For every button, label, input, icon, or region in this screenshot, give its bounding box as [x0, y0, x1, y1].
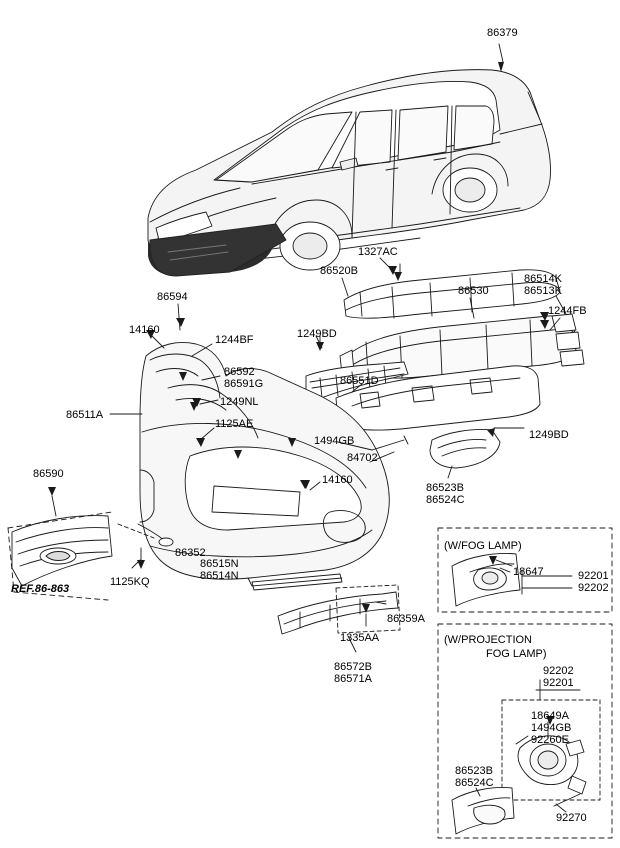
callout-86523B-lower: 86523B [455, 765, 493, 777]
callout-86590: 86590 [33, 468, 64, 480]
callout-1244BF: 1244BF [215, 334, 254, 346]
callout-1335AA: 1335AA [340, 632, 380, 644]
part-86572B [278, 585, 400, 634]
callout-92202-fog: 92202 [578, 582, 609, 594]
callout-86551D: 86551D [340, 375, 379, 387]
inset-caption-fog-lamp: (W/FOG LAMP) [444, 540, 522, 552]
callout-86572B: 86572B [334, 661, 372, 673]
callout-86523B-upper: 86523B [426, 482, 464, 494]
callout-86524C-upper: 86524C [426, 494, 465, 506]
inset-caption-projection-line1: (W/PROJECTION [444, 634, 532, 646]
callout-1125KQ: 1125KQ [110, 576, 150, 588]
callout-1244FB: 1244FB [548, 305, 587, 317]
callout-86352: 86352 [175, 547, 206, 559]
callout-86515N: 86515N [200, 558, 239, 570]
callout-14160-left: 14160 [129, 324, 160, 336]
callout-1249BD-right: 1249BD [529, 429, 569, 441]
part-86523B-upper [430, 428, 524, 468]
callout-86594: 86594 [157, 291, 188, 303]
callout-86359A: 86359A [387, 613, 425, 625]
callout-1494GB-proj: 1494GB [531, 722, 572, 734]
callout-92202-proj: 92202 [543, 665, 574, 677]
callout-86514N: 86514N [200, 570, 239, 582]
callout-1125AE: 1125AE [215, 418, 254, 430]
callout-86379: 86379 [487, 27, 518, 39]
callout-14160-right: 14160 [322, 474, 353, 486]
callout-92260E: 92260E [531, 734, 569, 746]
callout-86591G: 86591G [224, 378, 264, 390]
callout-1249NL: 1249NL [220, 396, 259, 408]
callout-1327AC: 1327AC [358, 246, 398, 258]
callout-86511A: 86511A [66, 409, 104, 421]
callout-92201-proj: 92201 [543, 677, 574, 689]
callout-1494GB: 1494GB [314, 435, 355, 447]
car-illustration [148, 44, 551, 276]
callout-18649A: 18649A [531, 710, 569, 722]
inset-caption-projection-line2: FOG LAMP) [486, 648, 547, 660]
callout-86571A: 86571A [334, 673, 372, 685]
callout-86520B: 86520B [320, 265, 358, 277]
callout-92201-fog: 92201 [578, 570, 609, 582]
callout-86514K: 86514K [524, 273, 562, 285]
callout-86513K: 86513K [524, 285, 562, 297]
reference-note: REF.86-863 [11, 583, 70, 595]
callout-86592: 86592 [224, 366, 255, 378]
callout-1249BD-top: 1249BD [297, 328, 337, 340]
callout-86530: 86530 [458, 285, 489, 297]
callout-18647: 18647 [513, 566, 544, 578]
callout-84702: 84702 [347, 452, 378, 464]
callout-92270: 92270 [556, 812, 587, 824]
callout-86524C-lower: 86524C [455, 777, 494, 789]
